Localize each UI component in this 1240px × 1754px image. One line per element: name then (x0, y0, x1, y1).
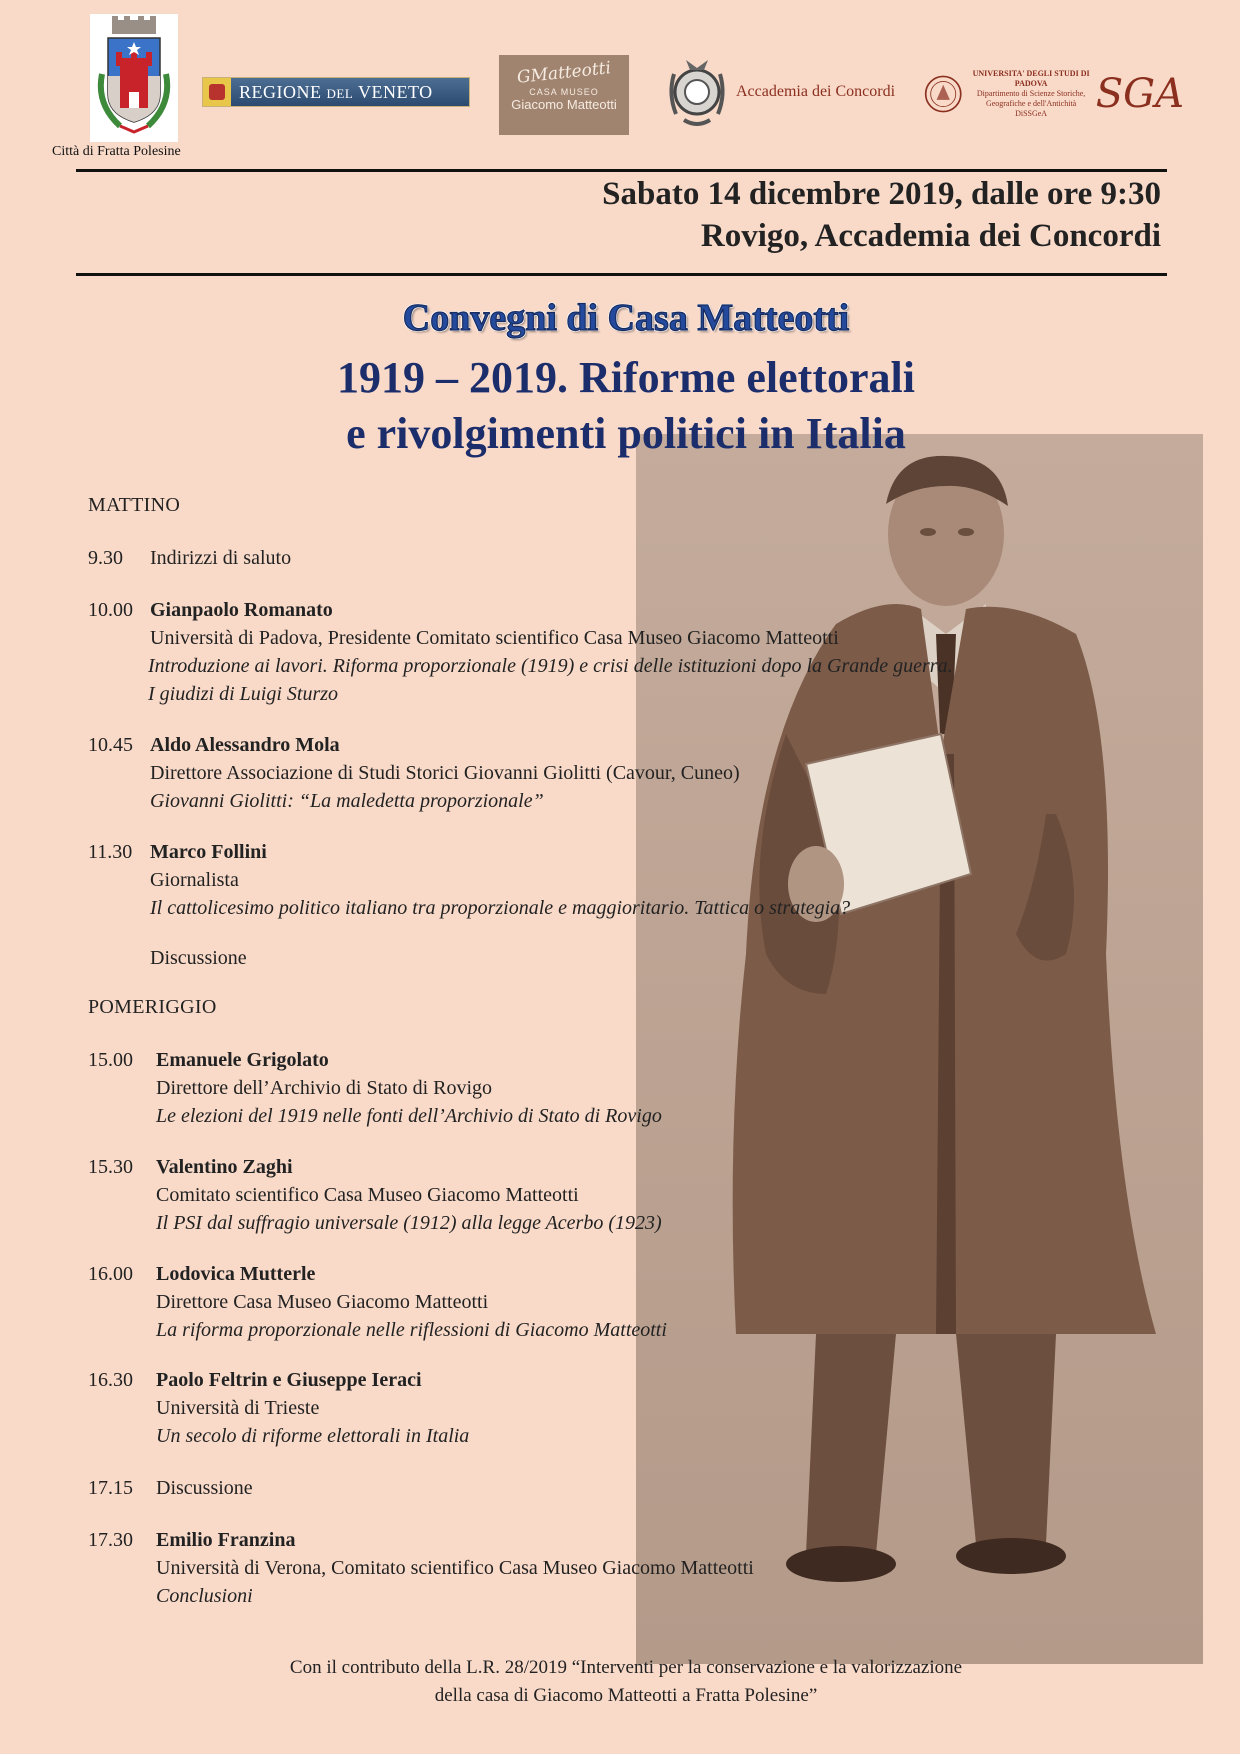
speaker-name: Paolo Feltrin e Giuseppe Ieraci (156, 1369, 422, 1391)
accademia-concordi-logo (664, 54, 904, 130)
speaker-name: Emilio Franzina (156, 1529, 296, 1551)
matteotti-signature: GMatteotti (516, 58, 612, 88)
speaker-name: Valentino Zaghi (156, 1156, 293, 1178)
top-rule (76, 169, 1167, 172)
afternoon-section-label: POMERIGGIO (88, 996, 217, 1018)
program-item (88, 596, 1188, 708)
speaker-affiliation: Giornalista (150, 869, 239, 891)
event-date: Sabato 14 dicembre 2019, dalle ore 9:30 (602, 176, 1161, 212)
speaker-name: Gianpaolo Romanato (150, 599, 333, 621)
talk-title: Il PSI dal suffragio universale (1912) alla legge Acerbo (1923) (156, 1212, 662, 1234)
program-title: Discussione (156, 1477, 253, 1499)
program-item (88, 1260, 1188, 1344)
regione-veneto-text: REGIONE DEL VENETO (239, 81, 433, 102)
accademia-emblem-icon (664, 54, 730, 130)
talk-title-continued: I giudizi di Luigi Sturzo (148, 683, 339, 705)
program-item (88, 838, 1188, 922)
program-time: 10.45 (88, 734, 133, 756)
regione-veneto-logo (202, 77, 470, 107)
accademia-name: Accademia dei Concordi (736, 83, 896, 100)
talk-title: Conclusioni (156, 1585, 253, 1607)
speaker-affiliation: Comitato scientifico Casa Museo Giacomo Matteotti (156, 1184, 579, 1206)
talk-title: Le elezioni del 1919 nelle fonti dell’Archivio di Stato di Rovigo (156, 1105, 662, 1127)
program-time: 10.00 (88, 599, 133, 621)
program-item (88, 1526, 1188, 1610)
program-time: 11.30 (88, 841, 133, 863)
program-item (88, 1366, 1188, 1450)
speaker-affiliation: Università di Trieste (156, 1397, 320, 1419)
footer-line1: Con il contributo della L.R. 28/2019 “Interventi per la conservazione e la valorizzazione (289, 1657, 963, 1678)
unipd-seal-icon (924, 71, 962, 117)
fratta-polesine-logo (52, 14, 212, 160)
program-item (88, 1153, 1188, 1237)
program-time: 17.30 (88, 1529, 133, 1551)
universita-padova-logo (924, 62, 1184, 126)
casa-museo-logo (499, 55, 629, 135)
bottom-rule (76, 273, 1167, 276)
speaker-name: Aldo Alessandro Mola (150, 734, 340, 756)
program-item (88, 544, 1188, 574)
program-time: 16.00 (88, 1263, 133, 1285)
footer-credit (0, 1654, 1240, 1710)
fratta-caption: Città di Fratta Polesine (52, 144, 181, 159)
event-place: Rovigo, Accademia dei Concordi (700, 218, 1161, 254)
talk-title: Introduzione ai lavori. Riforma proporzionale (1919) e crisi delle istituzioni dopo la Grande guerra. (148, 655, 953, 677)
talk-title: La riforma proporzionale nelle riflessioni di Giacomo Matteotti (156, 1319, 667, 1341)
speaker-name: Emanuele Grigolato (156, 1049, 329, 1071)
main-title (0, 350, 1240, 462)
program-discussion: Discussione (150, 947, 247, 969)
program-time: 15.30 (88, 1156, 133, 1178)
unipd-department-text: UNIVERSITA' DEGLI STUDI DI PADOVA Dipartimento di Scienze Storiche, Geografiche e dell'Antichità DiSSGeA (972, 69, 1090, 118)
talk-title: Il cattolicesimo politico italiano tra proporzionale e maggioritario. Tattica o strategia? (150, 897, 851, 919)
program-title: Indirizzi di saluto (150, 547, 292, 569)
speaker-name: Marco Follini (150, 841, 267, 863)
program-time: 9.30 (88, 547, 123, 569)
casa-museo-line1: CASA MUSEO (529, 87, 599, 97)
sga-mark: SGA (1095, 71, 1184, 117)
casa-museo-line2: Giacomo Matteotti (511, 97, 617, 112)
series-title: Convegni di Casa Matteotti (402, 297, 850, 339)
lion-of-saint-mark-icon (203, 78, 231, 106)
program-time: 16.30 (88, 1369, 133, 1391)
footer-line2: della casa di Giacomo Matteotti a Fratta Polesine” (434, 1685, 818, 1706)
speaker-name: Lodovica Mutterle (156, 1263, 316, 1285)
speaker-affiliation: Università di Verona, Comitato scientifico Casa Museo Giacomo Matteotti (156, 1557, 754, 1579)
speaker-affiliation: Direttore dell’Archivio di Stato di Rovigo (156, 1077, 493, 1099)
speaker-affiliation: Direttore Associazione di Studi Storici Giovanni Giolitti (Cavour, Cuneo) (150, 762, 740, 784)
speaker-affiliation: Direttore Casa Museo Giacomo Matteotti (156, 1291, 489, 1313)
program-item (88, 731, 1188, 815)
talk-title: Giovanni Giolitti: “La maledetta proporzionale” (150, 790, 544, 812)
fratta-coat-of-arms-icon (90, 14, 178, 142)
program-item (88, 1046, 1188, 1130)
program-item (88, 1474, 1188, 1504)
program-time: 17.15 (88, 1477, 133, 1499)
main-title-line2: e rivolgimenti politici in Italia (346, 409, 906, 458)
talk-title: Un secolo di riforme elettorali in Italia (156, 1425, 470, 1447)
program-time: 15.00 (88, 1049, 133, 1071)
main-title-line1: 1919 – 2019. Riforme elettorali (337, 353, 915, 402)
morning-section-label: MATTINO (88, 494, 181, 516)
speaker-affiliation: Università di Padova, Presidente Comitato scientifico Casa Museo Giacomo Matteotti (150, 627, 839, 649)
